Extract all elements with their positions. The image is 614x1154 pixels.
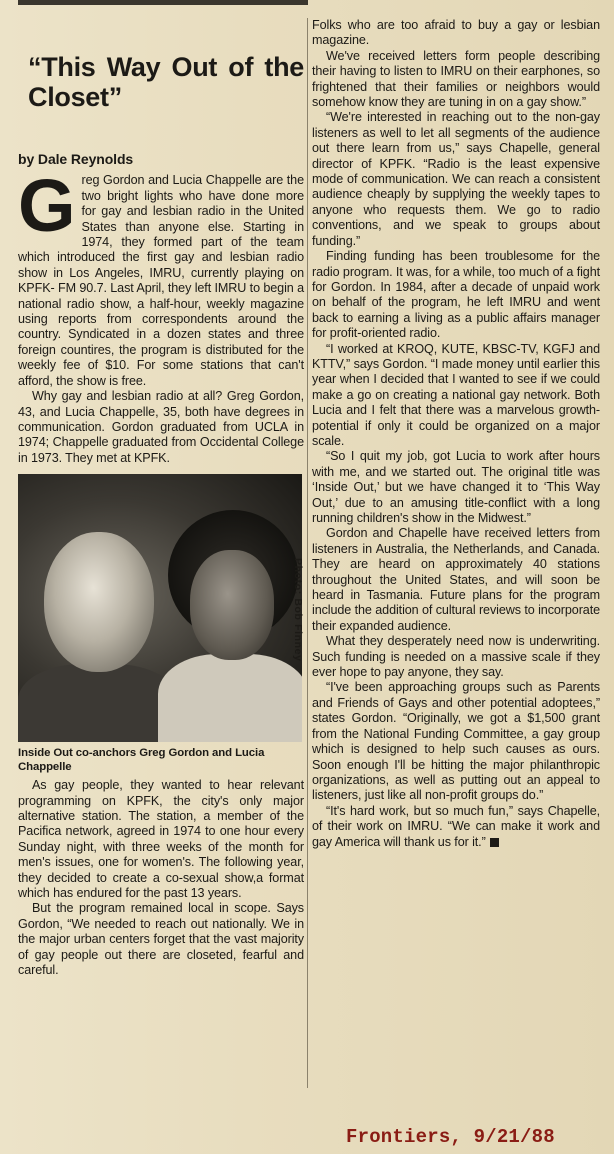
end-mark: [490, 838, 499, 847]
source-stamp: Frontiers, 9/21/88: [346, 1126, 555, 1148]
lead-paragraph: Greg Gordon and Lucia Chappelle are the two bright lights who have done more for gay and lesbian radio in the United States than anyone else. Starting in 1974, they formed part of the team which introduced the first gay and lesbian radio show in Los Angeles, IMRU, currently playing on KPFK- FM 90.7. Last April, they left IMRU to begin a national radio show, a half-hour, weekly magazine using reports from correspondents around the country. Syndicated in a dozen states and three foreign countires, the program is distributed for the weekly fee of $10. For some stations that can't afford, the show is free.: [18, 164, 304, 388]
paragraph: “I worked at KROQ, KUTE, KBSC-TV, KGFJ and KTTV,” says Gordon. “I made money until earlier this year when I decided that I wanted to see if we could make a go on creating a national gay network. Both Lucia and I felt that there was a marvelous growth-potential if only it could be organized on a major scale.: [312, 341, 600, 448]
paragraph: But the program remained local in scope. Says Gordon, “We needed to reach out nationally. We in the major urban centers forget that the vast majority of gay people out there are closeted, fearful and careful.: [18, 901, 304, 977]
column-divider: [307, 18, 308, 1088]
byline: by Dale Reynolds: [18, 151, 134, 167]
paragraph: Gordon and Chapelle have received letters from listeners in Australia, the Netherlands, and Canada. They are heard on approximately 40 stations throughout the United States, and will soon be heard in Tasmania. Future plans for the program include the addition of cultural reviews to incorporate their expanded audience.: [312, 526, 600, 633]
headline: “This Way Out of the Closet”: [28, 52, 304, 112]
lucia-chappelle-portrait: [190, 550, 274, 660]
paragraph: What they desperately need now is underwriting. Such funding is needed on a massive scale if they ever hope to pay anyone, they say.: [312, 634, 600, 680]
paragraph: As gay people, they wanted to hear relevant programming on KPFK, the city's only major alternative station. The station, a member of the Pacifica network, agreed in 1974 to one hour every Sunday night, with three weeks of the month for men's issues, one for women's. The following year, they decided to create a co-sexual show,a format which has endured for the past 13 years.: [18, 778, 304, 900]
paragraph: Finding funding has been troublesome for the radio program. It was, for a while, too much of a fight for Gordon. In 1984, after a decade of unpaid work on behalf of the program, he left IMRU and went back to earning a living as a public affairs manager for profit-oriented radio.: [312, 249, 600, 341]
top-rule: [18, 0, 308, 5]
paragraph: We've received letters form people describing their having to listen to IMRU on their earphones, so frightened that their families or neighbors would somehow know they are tuning in on a gay show.”: [312, 48, 600, 110]
photo-caption: Inside Out co-anchors Greg Gordon and Lucia Chappelle: [18, 747, 265, 774]
drop-cap: G: [18, 164, 76, 248]
paragraph: Folks who are too afraid to buy a gay or lesbian magazine.: [312, 18, 600, 48]
anchors-photo: [18, 474, 302, 742]
left-column: [18, 18, 304, 978]
right-column: [312, 18, 600, 850]
paragraph: “We're interested in reaching out to the non-gay listeners as well to let all segments of the audience out there learn from us,” says Chapelle, general director of KPFK. “Radio is the least expensive mode of communication. We can reach a consistent audience cheaply by supplying the weekly tapes to anyone who requests them. We go to radio conventions, and we speak to groups about funding.”: [312, 110, 600, 248]
paragraph: “It's hard work, but so much fun,” says Chapelle, of their work on IMRU. “We can make it work and gay America will thank us for it.”: [312, 803, 600, 849]
paragraph: “I've been approaching groups such as Parents and Friends of Gays and other potential adoptees,” states Gordon. “Originally, we got a $1,500 grant from the National Funding Committee, a gay group which is designed to help such causes as ours. Soon enough I'll be hitting the major philanthropic organizations, as well as putting out an appeal to listeners, just like all non-profit groups do.”: [312, 680, 600, 803]
paragraph: “So I quit my job, got Lucia to work after hours with me, and we started out. The original title was ‘Inside Out,’ but we have changed it to ‘This Way Out,’ due to an amusing title-conflict with a long running children's show in the Midwest.”: [312, 449, 600, 525]
photo-credit: Photo: Bob Finney: [292, 558, 304, 662]
greg-gordon-portrait: [44, 532, 154, 672]
paragraph: Why gay and lesbian radio at all? Greg Gordon, 43, and Lucia Chappelle, 35, both have degrees in communication. Gordon graduated from UCLA in 1974; Chappelle graduated from Occidental College in 1973. They met at KPFK.: [18, 389, 304, 465]
